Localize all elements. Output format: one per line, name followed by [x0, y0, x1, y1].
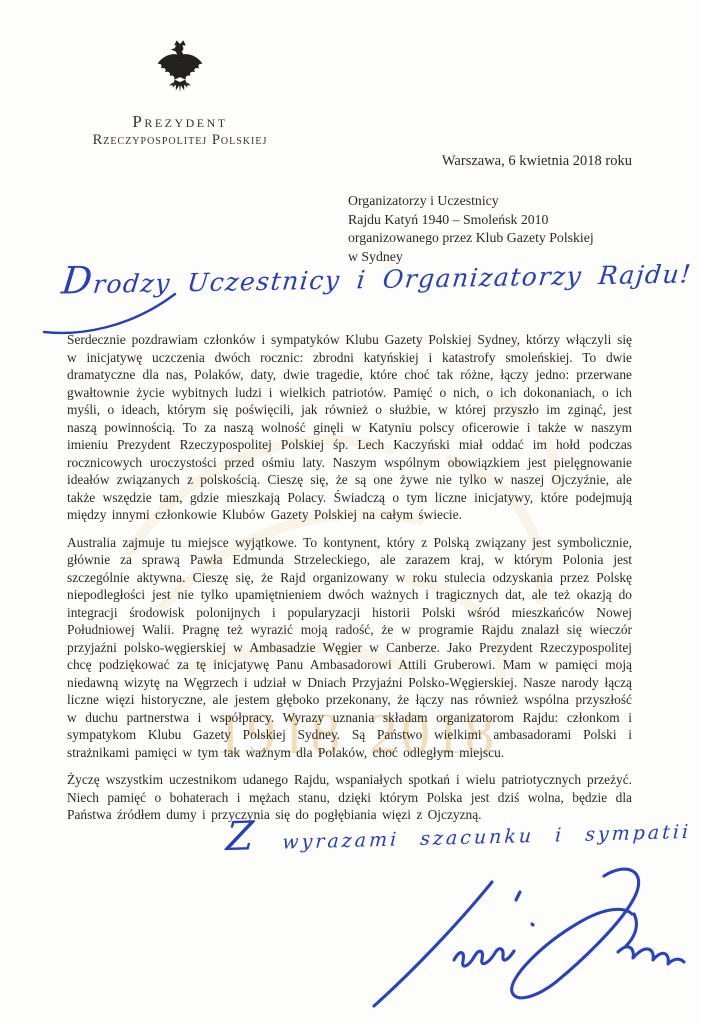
recipient-line: w Sydney [348, 248, 403, 264]
watermark-year-end: 2018 [369, 701, 497, 766]
dateline: Warszawa, 6 kwietnia 2018 roku [441, 153, 632, 169]
body-paragraph: Życzę wszystkim uczestnikom udanego Rajdu, wspaniałych spotkań i wielu patriotycznych przeżyć. Niech pamięć o bohaterach i mężach stanu, dzięki którym Polska jest dziś wolna, będzie dla Państwa źródłem dumy i przyczynia się do pogłębiania więzi z Ojczyzną. [67, 772, 632, 822]
watermark-year-start: 1918 [215, 701, 343, 766]
recipient-line: organizowanego przez Klub Gazety Polskiej [348, 230, 594, 245]
closing-handwritten: Z wyrazami szacunku i sympatii [224, 813, 692, 861]
salutation-handwritten: Drodzy Uczestnicy i Organizatorzy Rajdu! [59, 257, 694, 303]
signature-autograph [366, 860, 696, 1010]
body-paragraph: Australia zajmuje tu miejsce wyjątkowe. To kontynent, który z Polską związany jest symbolicznie, głównie za sprawą Pawła Edmunda Strzeleckiego, ale zarazem kraj, w którym Polonia jest szczególnie aktywna. Cieszę się, że Rajd organizowany w roku stulecia odzyskania przez Polskę niepodległości jest nie tylko upamiętnieniem dwóch ważnych i tragicznych dat, ale też okazją do integracji środowisk polonijnych i popularyzacji historii Polski wśród mieszkańców Nowej Południowej Walii. Pragnę też wyrazić moją radość, że w programie Rajdu znalazł się wieczór przyjaźni polsko-węgierskiej w Ambasadzie Węgier w Canberze. Jako Prezydent Rzeczypospolitej chcę podziękować za tę inicjatywę Panu Ambasadorowi Attili Gruberowi. Mam w pamięci moją niedawną wizytę na Węgrzech i udział w Dniach Przyjaźni Polsko-Węgierskiej. Nasze narody łączą liczne więzi historyczne, ale jestem głęboko przekonany, że łączy nas również wspólna przyszłość w duchu partnerstwa i współpracy. Wyrazy uznania składam organizatorom Rajdu: członkom i sympatykom Klubu Gazety Polskiej Sydney. Są Państwo wielkimi ambasadorami Polski i strażnikami pamięci w tym tak ważnym dla Polaków, choć odległym miejscu. [67, 534, 632, 760]
polish-eagle-emblem-icon [155, 36, 205, 104]
letter-body [67, 331, 632, 834]
recipient-line: Rajdu Katyń 1940 – Smoleńsk 2010 [348, 211, 549, 227]
letterhead [58, 36, 302, 149]
body-paragraph: Serdecznie pozdrawiam członków i sympatyków Klubu Gazety Polskiej Sydney, którzy włączyli się w inicjatywę uczczenia dwóch rocznic: zbrodni katyńskiej i katastrofy smoleńskiej. To dwie dramatyczne dla nas, Polaków, daty, dwie tragedie, które choć tak różne, łączy jedno: przerwane gwałtownie życie wybitnych ludzi i wielkich patriotów. Pamięć o nich, o ich dokonaniach, o ich myśli, o ideach, którym się poświęcili, jak również o służbie, w której przyszło im zginąć, jest naszą powinnością. To za naszą wolność ginęli w Katyniu polscy oficerowie i także w naszym imieniu Prezydent Rzeczypospolitej Polskiej śp. Lech Kaczyński miał oddać im hołd podczas rocznicowych uroczystości przed ośmiu laty. Naszym wspólnym obowiązkiem jest pielęgnowanie ideałów związanych z polskością. Cieszę się, że są one żywe nie tylko w naszej Ojczyźnie, ale także wszędzie tam, gdzie mieszkają Polacy. Świadczą o tym liczne inicjatywy, które podejmują między innymi członkowie Klubów Gazety Polskiej na całym świecie. [67, 332, 632, 522]
letterhead-title-line2: Rzeczypospolitej Polskiej [92, 132, 268, 148]
recipient-line: Organizatorzy i Uczestnicy [348, 193, 499, 208]
letterhead-title-line1: Prezydent [132, 112, 228, 131]
